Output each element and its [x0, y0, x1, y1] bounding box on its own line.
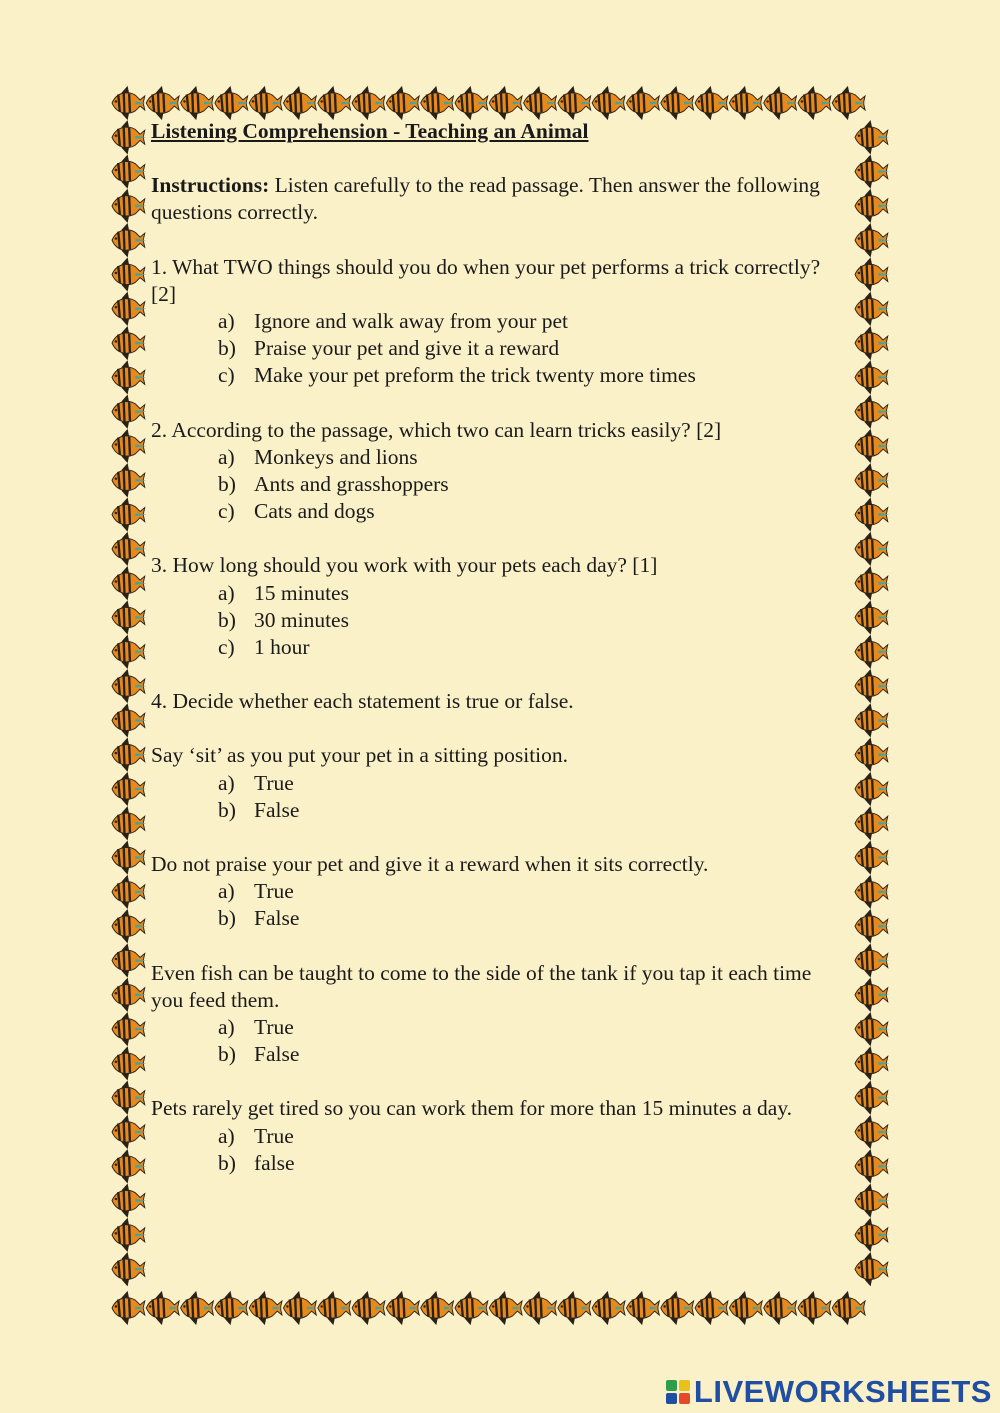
- fish-border-icon: [524, 86, 558, 120]
- fish-border-icon: [112, 1252, 146, 1286]
- fish-border-icon: [112, 463, 146, 497]
- fish-border-icon: [352, 1291, 386, 1325]
- statement-text: Even fish can be taught to come to the side of the tank if you tap it each time you feed them.: [151, 960, 812, 1012]
- fish-border-icon: [112, 738, 146, 772]
- fish-border-icon: [112, 943, 146, 977]
- fish-border-icon: [112, 395, 146, 429]
- option-text: Ignore and walk away from your pet: [254, 309, 569, 334]
- fish-border-icon: [112, 566, 146, 600]
- fish-border-icon: [112, 875, 146, 909]
- instructions-label: Instructions:: [151, 173, 270, 198]
- fish-border-icon: [112, 1218, 146, 1252]
- question-text: 2. According to the passage, which two can learn tricks easily? [2]: [151, 417, 722, 442]
- worksheet-title: Listening Comprehension - Teaching an Animal: [151, 119, 589, 143]
- fish-border-icon: [112, 326, 146, 360]
- fish-border-icon: [181, 1291, 215, 1325]
- option-letter: b): [218, 797, 236, 822]
- fish-border-icon: [112, 1081, 146, 1115]
- answer-option[interactable]: [218, 770, 841, 797]
- fish-border-icon: [352, 86, 386, 120]
- answer-option[interactable]: [218, 1014, 841, 1041]
- fish-border-icon: [181, 86, 215, 120]
- worksheet-content: [151, 118, 841, 1177]
- fish-border-icon: [112, 909, 146, 943]
- fish-border-icon: [112, 1149, 146, 1183]
- fish-border-icon: [112, 772, 146, 806]
- fish-border-icon: [112, 840, 146, 874]
- fish-border-icon: [284, 86, 318, 120]
- fish-border-icon: [558, 1291, 592, 1325]
- fish-border-icon: [112, 1183, 146, 1217]
- option-text: True: [254, 1015, 294, 1040]
- fish-border-icon: [855, 326, 889, 360]
- fish-border-icon: [855, 806, 889, 840]
- fish-border-icon: [855, 257, 889, 291]
- fish-border-icon: [112, 292, 146, 326]
- fish-border-icon: [855, 978, 889, 1012]
- instructions: [151, 172, 841, 226]
- option-text: True: [254, 1123, 294, 1148]
- fish-border-icon: [112, 978, 146, 1012]
- option-letter: a): [218, 770, 235, 795]
- option-letter: c): [218, 363, 235, 388]
- option-letter: a): [218, 580, 235, 605]
- option-letter: c): [218, 635, 235, 660]
- option-text: 15 minutes: [254, 580, 349, 605]
- answer-option[interactable]: [218, 335, 841, 362]
- fish-border-icon: [855, 1012, 889, 1046]
- fish-border-icon: [524, 1291, 558, 1325]
- fish-border-icon: [695, 86, 729, 120]
- fish-border-icon: [112, 703, 146, 737]
- fish-border-icon: [729, 1291, 763, 1325]
- fish-border-icon: [112, 86, 146, 120]
- fish-border-icon: [855, 1115, 889, 1149]
- fish-border-icon: [764, 86, 798, 120]
- fish-border-icon: [855, 1183, 889, 1217]
- fish-border-icon: [112, 1115, 146, 1149]
- option-text: 1 hour: [254, 635, 310, 660]
- fish-border-icon: [215, 86, 249, 120]
- fish-border-icon: [112, 154, 146, 188]
- fish-border-icon: [855, 154, 889, 188]
- answer-option[interactable]: [218, 308, 841, 335]
- option-text: True: [254, 770, 294, 795]
- answer-option[interactable]: [218, 444, 841, 471]
- fish-border-icon: [112, 669, 146, 703]
- fish-border-icon: [855, 566, 889, 600]
- option-text: Praise your pet and give it a reward: [254, 336, 560, 361]
- fish-border-icon: [855, 635, 889, 669]
- fish-border-icon: [455, 1291, 489, 1325]
- fish-border-icon: [489, 1291, 523, 1325]
- option-text: True: [254, 879, 294, 904]
- statement-text: Do not praise your pet and give it a reward when it sits correctly.: [151, 852, 709, 877]
- instructions-text: Listen carefully to the read passage. Then answer the following questions correctly.: [151, 173, 820, 225]
- fish-border-icon: [386, 86, 420, 120]
- fish-border-icon: [112, 1012, 146, 1046]
- fish-border-icon: [661, 1291, 695, 1325]
- liveworksheets-logo-icon: [666, 1380, 690, 1404]
- liveworksheets-logo[interactable]: [666, 1374, 992, 1410]
- question-1: [151, 254, 841, 390]
- fish-border-icon: [832, 1291, 866, 1325]
- fish-border-icon: [855, 1218, 889, 1252]
- fish-border-icon: [421, 1291, 455, 1325]
- option-text: False: [254, 1042, 300, 1067]
- fish-border-icon: [627, 86, 661, 120]
- fish-border-icon: [855, 497, 889, 531]
- option-letter: c): [218, 499, 235, 524]
- fish-border-icon: [386, 1291, 420, 1325]
- fish-border-icon: [661, 86, 695, 120]
- option-letter: a): [218, 1015, 235, 1040]
- fish-border-icon: [855, 669, 889, 703]
- answer-option[interactable]: [218, 1123, 841, 1150]
- fish-border-icon: [112, 600, 146, 634]
- option-text: 30 minutes: [254, 607, 349, 632]
- option-letter: b): [218, 906, 236, 931]
- question-text: 1. What TWO things should you do when your pet performs a trick correctly? [2]: [151, 254, 821, 306]
- fish-border-icon: [112, 360, 146, 394]
- fish-border-icon: [592, 1291, 626, 1325]
- option-letter: b): [218, 472, 236, 497]
- question-4-text: 4. Decide whether each statement is true or false.: [151, 689, 574, 714]
- fish-border-icon: [112, 532, 146, 566]
- option-text: Cats and dogs: [254, 499, 375, 524]
- fish-border-icon: [855, 429, 889, 463]
- logo-text: LIVEWORKSHEETS: [693, 1374, 992, 1409]
- question-text: 3. How long should you work with your pets each day? [1]: [151, 553, 658, 578]
- statement-2: [151, 851, 841, 933]
- fish-border-icon: [112, 635, 146, 669]
- fish-border-icon: [112, 1291, 146, 1325]
- option-text: Ants and grasshoppers: [254, 472, 449, 497]
- fish-border-icon: [798, 1291, 832, 1325]
- fish-border-icon: [855, 909, 889, 943]
- fish-border-icon: [855, 395, 889, 429]
- question-3: [151, 552, 841, 661]
- fish-border-icon: [146, 1291, 180, 1325]
- answer-option[interactable]: [218, 607, 841, 634]
- fish-border-icon: [284, 1291, 318, 1325]
- answer-option[interactable]: [218, 1041, 841, 1068]
- fish-border-icon: [592, 86, 626, 120]
- option-letter: b): [218, 1042, 236, 1067]
- option-letter: a): [218, 309, 235, 334]
- statement-4: [151, 1095, 841, 1177]
- answer-option[interactable]: [218, 362, 841, 389]
- fish-border-icon: [729, 86, 763, 120]
- option-text: False: [254, 906, 300, 931]
- option-text: Make your pet preform the trick twenty more times: [254, 363, 696, 388]
- option-letter: a): [218, 1123, 235, 1148]
- fish-border-icon: [249, 86, 283, 120]
- fish-border-icon: [489, 86, 523, 120]
- fish-border-icon: [112, 429, 146, 463]
- fish-border-icon: [146, 86, 180, 120]
- fish-border-icon: [318, 86, 352, 120]
- option-letter: a): [218, 879, 235, 904]
- option-text: False: [254, 797, 300, 822]
- question-2: [151, 417, 841, 526]
- fish-border-icon: [855, 463, 889, 497]
- fish-border-icon: [855, 1046, 889, 1080]
- fish-border-icon: [855, 292, 889, 326]
- fish-border-icon: [855, 1149, 889, 1183]
- fish-border-icon: [455, 86, 489, 120]
- answer-option[interactable]: [218, 905, 841, 932]
- answer-option[interactable]: [218, 1150, 841, 1177]
- fish-border-icon: [855, 1081, 889, 1115]
- fish-border-icon: [112, 257, 146, 291]
- fish-border-icon: [112, 120, 146, 154]
- statement-3: [151, 960, 841, 1069]
- fish-border-icon: [215, 1291, 249, 1325]
- fish-border-icon: [855, 532, 889, 566]
- fish-border-icon: [855, 120, 889, 154]
- fish-border-icon: [627, 1291, 661, 1325]
- option-text: Monkeys and lions: [254, 444, 418, 469]
- fish-border-icon: [798, 86, 832, 120]
- option-letter: b): [218, 607, 236, 632]
- fish-border-icon: [855, 703, 889, 737]
- fish-border-icon: [855, 1252, 889, 1286]
- fish-border-icon: [855, 360, 889, 394]
- fish-border-icon: [249, 1291, 283, 1325]
- statement-1: [151, 742, 841, 824]
- option-letter: b): [218, 1150, 236, 1175]
- answer-option[interactable]: [218, 797, 841, 824]
- statement-text: Say ‘sit’ as you put your pet in a sitting position.: [151, 743, 569, 768]
- answer-option[interactable]: [218, 471, 841, 498]
- fish-border-icon: [832, 86, 866, 120]
- answer-option[interactable]: [218, 878, 841, 905]
- fish-border-icon: [855, 223, 889, 257]
- fish-border-icon: [112, 223, 146, 257]
- fish-border-icon: [855, 600, 889, 634]
- option-letter: a): [218, 444, 235, 469]
- fish-border-icon: [855, 738, 889, 772]
- answer-option[interactable]: [218, 580, 841, 607]
- fish-border-icon: [695, 1291, 729, 1325]
- fish-border-icon: [855, 840, 889, 874]
- fish-border-icon: [855, 875, 889, 909]
- fish-border-icon: [112, 497, 146, 531]
- fish-border-icon: [855, 772, 889, 806]
- fish-border-icon: [855, 943, 889, 977]
- answer-option[interactable]: [218, 634, 841, 661]
- fish-border-icon: [112, 189, 146, 223]
- option-letter: b): [218, 336, 236, 361]
- statement-text: Pets rarely get tired so you can work them for more than 15 minutes a day.: [151, 1096, 793, 1121]
- fish-border-icon: [421, 86, 455, 120]
- fish-border-icon: [764, 1291, 798, 1325]
- fish-border-icon: [318, 1291, 352, 1325]
- fish-border-icon: [558, 86, 592, 120]
- option-text: false: [254, 1150, 295, 1175]
- fish-border-icon: [112, 806, 146, 840]
- fish-border-icon: [112, 1046, 146, 1080]
- answer-option[interactable]: [218, 498, 841, 525]
- fish-border-icon: [855, 189, 889, 223]
